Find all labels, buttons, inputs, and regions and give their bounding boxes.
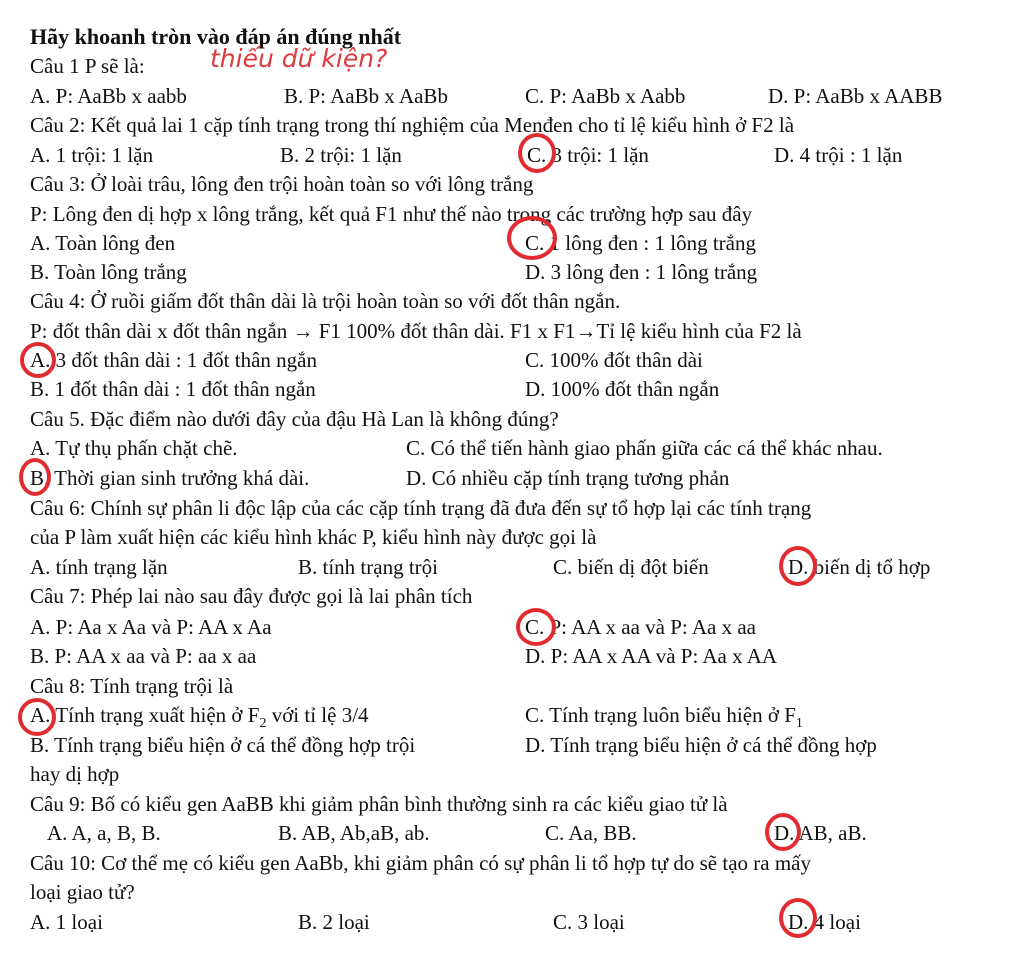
q2-option-d: D. 4 trội : 1 lặn — [774, 143, 903, 167]
q10-option-d: D. 4 loại — [788, 910, 861, 934]
q1-options-line — [0, 82, 1024, 111]
q4-stem-line — [0, 287, 1024, 316]
q9-options-line — [0, 819, 1024, 848]
q2-stem-line — [0, 111, 1024, 140]
worksheet-heading: Hãy khoanh tròn vào đáp án đúng nhất — [30, 24, 402, 49]
q9-option-a: A. A, a, B, B. — [47, 821, 161, 845]
q7-options-line-1 — [0, 613, 1024, 642]
q4-stem2-line — [0, 317, 1024, 346]
q1-option-a: A. P: AaBb x aabb — [30, 84, 187, 108]
q4-option-d: D. 100% đốt thân ngắn — [525, 377, 720, 401]
q4-stem: Câu 4: Ở ruồi giấm đốt thân dài là trội hoàn toàn so với đốt thân ngắn. — [30, 289, 621, 313]
q1-option-b: B. P: AaBb x AaBb — [284, 84, 448, 108]
q9-option-d: D. AB, aB. — [774, 821, 867, 845]
q3-option-b: B. Toàn lông trắng — [30, 260, 187, 284]
q1-stem: Câu 1 P sẽ là: — [30, 54, 145, 78]
q10-option-a: A. 1 loại — [30, 910, 103, 934]
q8-option-d: D. Tính trạng biểu hiện ở cá thể đồng hợp — [525, 733, 877, 757]
q5-stem-line — [0, 405, 1024, 434]
q10-options-line — [0, 908, 1024, 937]
q5-option-b: B. Thời gian sinh trưởng khá dài. — [30, 466, 310, 490]
q7-stem-line — [0, 582, 1024, 611]
q3-options-line-2 — [0, 258, 1024, 287]
q7-option-d: D. P: AA x AA và P: Aa x AA — [525, 644, 778, 668]
q8-options-line-3 — [0, 760, 1024, 789]
q8-stem: Câu 8: Tính trạng trội là — [30, 674, 234, 698]
q10-stem2-line — [0, 878, 1024, 907]
q3-option-c: C. 1 lông đen : 1 lông trắng — [525, 231, 756, 255]
q8-stem-line — [0, 672, 1024, 701]
q7-option-c: C. P: AA x aa và P: Aa x aa — [525, 615, 756, 639]
q10-stem: Câu 10: Cơ thể mẹ có kiểu gen AaBb, khi giảm phân có sự phân li tổ hợp tự do sẽ tạo ra mấy — [30, 851, 811, 875]
q6-option-a: A. tính trạng lặn — [30, 555, 168, 579]
q2-options-line — [0, 141, 1024, 170]
q10-stem-line — [0, 849, 1024, 878]
handwritten-note: thiếu dữ kiện? — [210, 44, 388, 73]
q8-option-b: B. Tính trạng biểu hiện ở cá thể đồng hợp trội — [30, 733, 416, 757]
q4-option-b: B. 1 đốt thân dài : 1 đốt thân ngắn — [30, 377, 316, 401]
q6-options-line — [0, 553, 1024, 582]
q10-stem2: loại giao tử? — [30, 880, 135, 904]
q8-options-line-2 — [0, 731, 1024, 760]
q6-stem2-line — [0, 523, 1024, 552]
q2-option-b: B. 2 trội: 1 lặn — [280, 143, 402, 167]
q10-option-c: C. 3 loại — [553, 910, 625, 934]
q8-option-c-text: C. Tính trạng luôn biểu hiện ở F — [525, 703, 796, 727]
q3-options-line-1 — [0, 229, 1024, 258]
q3-stem-line — [0, 170, 1024, 199]
q3-option-d: D. 3 lông đen : 1 lông trắng — [525, 260, 758, 284]
q8-options-line-1 — [0, 701, 1024, 730]
q10-option-b: B. 2 loại — [298, 910, 370, 934]
q7-option-a: A. P: Aa x Aa và P: AA x Aa — [30, 615, 272, 639]
q4-option-a: A. 3 đốt thân dài : 1 đốt thân ngắn — [30, 348, 317, 372]
q2-stem: Câu 2: Kết quả lai 1 cặp tính trạng trong thí nghiệm của Menđen cho tỉ lệ kiểu hình ở F2 là — [30, 113, 795, 137]
q2-option-a: A. 1 trội: 1 lặn — [30, 143, 154, 167]
q8-option-a-text: A. Tính trạng xuất hiện ở F — [30, 703, 260, 727]
q3-stem2-line — [0, 200, 1024, 229]
heading-line — [0, 22, 1024, 51]
q9-option-b: B. AB, Ab,aB, ab. — [278, 821, 430, 845]
q9-stem: Câu 9: Bố có kiểu gen AaBB khi giảm phân bình thường sinh ra các kiểu giao tử là — [30, 792, 728, 816]
q1-option-d: D. P: AaBb x AABB — [768, 84, 943, 108]
q6-option-d: D. biến dị tổ hợp — [788, 555, 931, 579]
q6-stem-line — [0, 494, 1024, 523]
q3-stem2: P: Lông đen dị hợp x lông trắng, kết quả F1 như thế nào trong các trường hợp sau đây — [30, 202, 753, 226]
q4-options-line-2 — [0, 375, 1024, 404]
q1-stem-line — [0, 44, 1024, 81]
q4-stem2: P: đốt thân dài x đốt thân ngắn → F1 100% đốt thân dài. F1 x F1→Tỉ lệ kiểu hình của F2 là — [30, 319, 802, 343]
q2-option-c: C. 3 trội: 1 lặn — [527, 143, 649, 167]
q8-option-c-subscript: 1 — [795, 716, 803, 732]
q7-stem: Câu 7: Phép lai nào sau đây được gọi là lai phân tích — [30, 584, 473, 608]
q9-stem-line — [0, 790, 1024, 819]
q5-options-line-1 — [0, 434, 1024, 463]
q4-options-line-1 — [0, 346, 1024, 375]
q5-stem: Câu 5. Đặc điểm nào dưới đây của đậu Hà Lan là không đúng? — [30, 407, 559, 431]
q5-option-c: C. Có thể tiến hành giao phấn giữa các cá thể khác nhau. — [406, 436, 883, 460]
q3-stem: Câu 3: Ở loài trâu, lông đen trội hoàn toàn so với lông trắng — [30, 172, 534, 196]
q5-option-a: A. Tự thụ phấn chặt chẽ. — [30, 436, 238, 460]
q6-stem: Câu 6: Chính sự phân li độc lập của các cặp tính trạng đã đưa đến sự tổ hợp lại các tính trạng — [30, 496, 812, 520]
q6-option-b: B. tính trạng trội — [298, 555, 438, 579]
q8-option-a-subscript: 2 — [259, 716, 267, 732]
q6-stem2: của P làm xuất hiện các kiểu hình khác P, kiểu hình này được gọi là — [30, 525, 597, 549]
q6-option-c: C. biến dị đột biến — [553, 555, 709, 579]
q8-option-a-tail: với tỉ lệ 3/4 — [266, 703, 369, 727]
q9-option-c: C. Aa, BB. — [545, 821, 637, 845]
q7-option-b: B. P: AA x aa và P: aa x aa — [30, 644, 257, 668]
q3-option-a: A. Toàn lông đen — [30, 231, 176, 255]
q1-option-c: C. P: AaBb x Aabb — [525, 84, 686, 108]
q5-option-d: D. Có nhiều cặp tính trạng tương phản — [406, 466, 730, 490]
q8-option-d-continued: hay dị hợp — [30, 762, 120, 786]
q7-options-line-2 — [0, 642, 1024, 671]
q4-option-c: C. 100% đốt thân dài — [525, 348, 703, 372]
q5-options-line-2 — [0, 464, 1024, 493]
